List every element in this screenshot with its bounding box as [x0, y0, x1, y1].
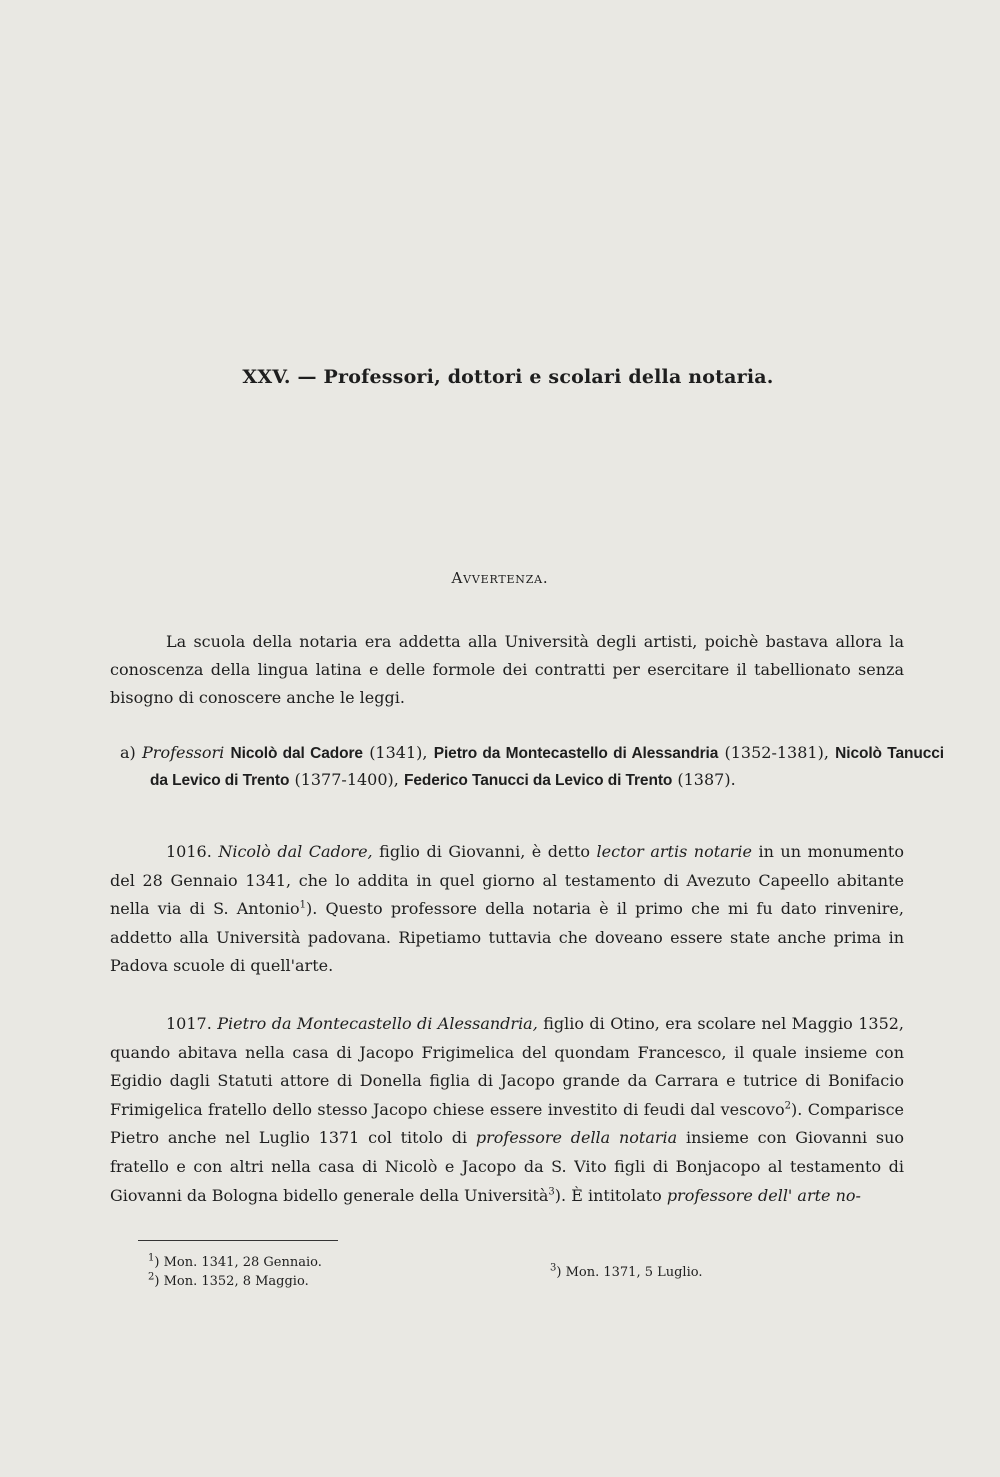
- professor-years: (1387).: [677, 770, 736, 789]
- paragraph-text: figlio di Giovanni, è detto: [379, 842, 591, 861]
- professor-years: (1341),: [369, 743, 428, 762]
- footnote-ref: 2: [784, 1100, 791, 1112]
- footnote-rule: [138, 1240, 338, 1241]
- chapter-title: XXV. — Professori, dottori e scolari della notaria.: [242, 366, 774, 388]
- section-heading: Avvertenza.: [451, 569, 549, 587]
- italic-title: professore dell' arte no-: [666, 1185, 861, 1205]
- footnote-mark: 2: [148, 1271, 155, 1283]
- list-label: a): [120, 743, 136, 762]
- paragraph-text: ). Comparisce Pietro anche nel Luglio 1371 col titolo di: [110, 1099, 904, 1148]
- professors-list: [110, 740, 944, 794]
- footnote: [550, 1263, 800, 1282]
- footnotes-left: [148, 1253, 408, 1291]
- professor-name: Pietro da Montecastello di Alessandria: [433, 745, 719, 762]
- footnotes-right: [550, 1263, 800, 1282]
- footnote-text: ) Mon. 1341, 28 Gennaio.: [154, 1255, 322, 1270]
- paragraph-number: 1016.: [166, 842, 212, 861]
- paragraph-text: in un monumento del 28 Gennaio 1341, che lo addita in quel giorno al testamento di Avezuto Capeello abitante nella via di S. Antonio: [110, 842, 904, 919]
- list-label-word: Professori: [142, 743, 225, 762]
- footnote-ref: 1: [299, 899, 307, 911]
- italic-title: professore della notaria: [475, 1128, 678, 1148]
- person-name: Pietro da Montecastello di Alessandria,: [217, 1014, 538, 1033]
- paragraph-text: figlio di Otino, era scolare nel Maggio 1352, quando abitava nella casa di Jacopo Frigimelica del quondam Francesco, il quale insieme con Egidio dagli Statuti attore di Donella figlia di Jacopo grande da Carrara e tutrice di Bonifacio Frimigelica fratello dello stesso Jacopo chiese essere investito di feudi dal vescovo: [110, 1014, 905, 1119]
- footnote-mark: 3: [550, 1262, 557, 1274]
- paragraph-text: ). Questo professore della notaria è il primo che mi fu dato rinvenire, addetto alla Università padovana. Ripetiamo tuttavia che doveano essere state anche prima in Padova scuole di quell'arte.: [110, 899, 904, 976]
- intro-paragraph: La scuola della notaria era addetta alla Università degli artisti, poichè bastava allora la conoscenza della lingua latina e delle formole dei contratti per esercitare il tabellionato senza bisogno di conoscere anche le leggi.: [110, 632, 904, 707]
- footnote-ref: 3: [548, 1186, 555, 1198]
- professor-name: Nicolò Tanucci da Levico di Trento: [150, 745, 945, 789]
- footnote: [148, 1253, 408, 1272]
- person-name: Nicolò dal Cadore,: [218, 842, 373, 861]
- professor-years: (1352-1381),: [724, 743, 829, 762]
- footnote-text: ) Mon. 1371, 5 Luglio.: [556, 1265, 703, 1280]
- footnote-mark: 1: [148, 1252, 155, 1264]
- paragraph-text: ). È intitolato: [554, 1185, 662, 1205]
- professor-years: (1377-1400),: [294, 770, 399, 789]
- footnote-text: ) Mon. 1352, 8 Maggio.: [154, 1274, 309, 1289]
- paragraph-number: 1017.: [166, 1014, 212, 1033]
- professor-name: Nicolò dal Cadore: [230, 745, 363, 762]
- paragraph-1016: [110, 838, 904, 981]
- paragraph-1017: [110, 1010, 904, 1210]
- paragraph-text: insieme con Giovanni suo fratello e con altri nella casa di Nicolò e Jacopo da S. Vito figli di Bonjacopo al testamento di Giovanni da Bologna bidello generale della Università: [110, 1128, 905, 1205]
- footnote: [148, 1272, 408, 1291]
- latin-title: lector artis notarie: [596, 842, 752, 861]
- professor-name: Federico Tanucci da Levico di Trento: [403, 772, 673, 789]
